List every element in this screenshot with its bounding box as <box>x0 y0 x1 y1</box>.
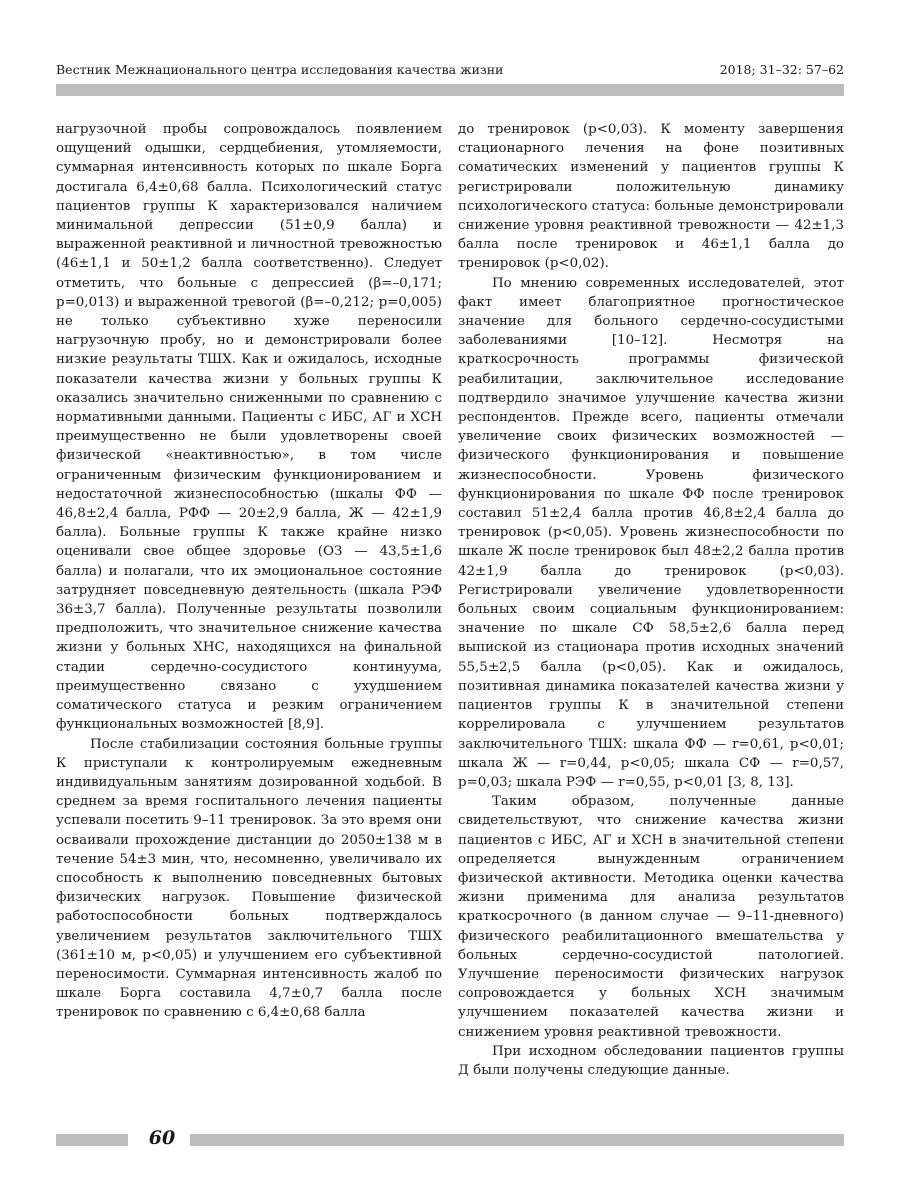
journal-title: Вестник Межнационального центра исследования качества жизни <box>56 62 504 77</box>
paragraph: По мнению современных исследователей, этот факт имеет благоприятное прогностическое значение для больного сердечно-сосудистыми заболеваниями [10–12]. Несмотря на краткосрочность программы физической реабилитации, заключительное исследование подтвердило значимое улучшение качества жизни респондентов. Прежде всего, пациенты отмечали увеличение своих физических возможностей — физического функционирования и повышение жизнеспособности. Уровень физического функционирования по шкале ФФ после тренировок составил 51±2,4 балла против 46,8±2,4 балла до тренировок (p<0,05). Уровень жизнеспособности по шкале Ж после тренировок был 48±2,2 балла против 42±1,9 балла до тренировок (p<0,03). Регистрировали увеличение удовлетворенности больных своим социальным функционированием: значение по шкале СФ 58,5±2,6 балла перед выпиской из стационара против исходных значений 55,5±2,5 балла (p<0,05). Как и ожидалось, позитивная динамика показателей качества жизни у пациентов группы К в значительной степени коррелировала с улучшением результатов заключительного ТШХ: шкала ФФ — r=0,61, p<0,01; шкала Ж — r=0,44, p<0,05; шкала СФ — r=0,57, p=0,03; шкала РЭФ — r=0,55, p<0,01 [3, 8, 13]. <box>458 275 844 790</box>
text-column-left <box>56 120 442 1023</box>
paragraph: После стабилизации состояния больные группы К приступали к контролируемым ежедневным индивидуальным занятиям дозированной ходьбой. В среднем за время госпитального лечения пациенты успевали посетить 9–11 тренировок. За это время они осваивали прохождение дистанции до 2050±138 м в течение 54±3 мин, что, несомненно, увеличивало их способность к выполнению повседневных бытовых физических нагрузок. Повышение физической работоспособности больных подтверждалось увеличением результатов заключительного ТШХ (361±10 м, p<0,05) и улучшением его субъективной переносимости. Суммарная интенсивность жалоб по шкале Борга составила 4,7±0,7 балла после тренировок по сравнению с 6,4±0,68 балла <box>56 736 442 1021</box>
paragraph: нагрузочной пробы сопровождалось появлением ощущений одышки, сердцебиения, утомляемости, суммарная интенсивность которых по шкале Борга достигала 6,4±0,68 балла. Психологический статус пациентов группы К характеризовался наличием минимальной депрессии (51±0,9 балла) и выраженной реактивной и личностной тревожностью (46±1,1 и 50±1,2 балла соответственно). Следует отметить, что больные с депрессией (β=–0,171; p=0,013) и выраженной тревогой (β=–0,212; p=0,005) не только субъективно хуже переносили нагрузочную пробу, но и демонстрировали более низкие результаты ТШХ. Как и ожидалось, исходные показатели качества жизни у больных группы К оказались значительно сниженными по сравнению с нормативными данными. Пациенты с ИБС, АГ и ХСН преимущественно не были удовлетворены своей физической «неактивностью», в том числе ограниченным физическим функционированием и недостаточной жизнеспособностью (шкалы ФФ — 46,8±2,4 балла, РФФ — 20±2,9 балла, Ж — 42±1,9 балла). Больные группы К также крайне низко оценивали свое общее здоровье (ОЗ — 43,5±1,6 балла) и полагали, что их эмоциональное состояние затрудняет повседневную деятельность (шкала РЭФ 36±3,7 балла). Полученные результаты позволили предположить, что значительное снижение качества жизни у больных ХНС, находящихся на финальной стадии сердечно-сосудистого континуума, преимущественно связано с ухудшением соматического статуса и резким ограничением функциональных возможностей [8,9]. <box>56 122 442 733</box>
paragraph: При исходном обследовании пациентов группы Д были получены следующие данные. <box>458 1043 844 1078</box>
footer-rule-right <box>190 1134 844 1146</box>
journal-issue: 2018; 31–32: 57–62 <box>719 62 844 77</box>
paragraph: до тренировок (p<0,03). К моменту завершения стационарного лечения на фоне позитивных соматических изменений у пациентов группы К регистрировали положительную динамику психологического статуса: больные демонстрировали снижение уровня реактивной тревожности — 42±1,3 балла после тренировок и 46±1,1 балла до тренировок (p<0,02). <box>458 122 844 272</box>
footer-rule-left <box>56 1134 128 1146</box>
text-column-right <box>458 120 844 1080</box>
header-rule <box>56 84 844 96</box>
paragraph: Таким образом, полученные данные свидетельствуют, что снижение качества жизни пациентов с ИБС, АГ и ХСН в значительной степени определяется вынужденным ограничением физической активности. Методика оценки качества жизни применима для анализа результатов краткосрочного (в данном случае — 9–11-дневного) физического реабилитационного вмешательства у больных сердечно-сосудистой патологией. Улучшение переносимости физических нагрузок сопровождается у больных ХСН значимым улучшением показателей качества жизни и снижением уровня реактивной тревожности. <box>458 794 844 1040</box>
page-number: 60 <box>148 1127 176 1149</box>
